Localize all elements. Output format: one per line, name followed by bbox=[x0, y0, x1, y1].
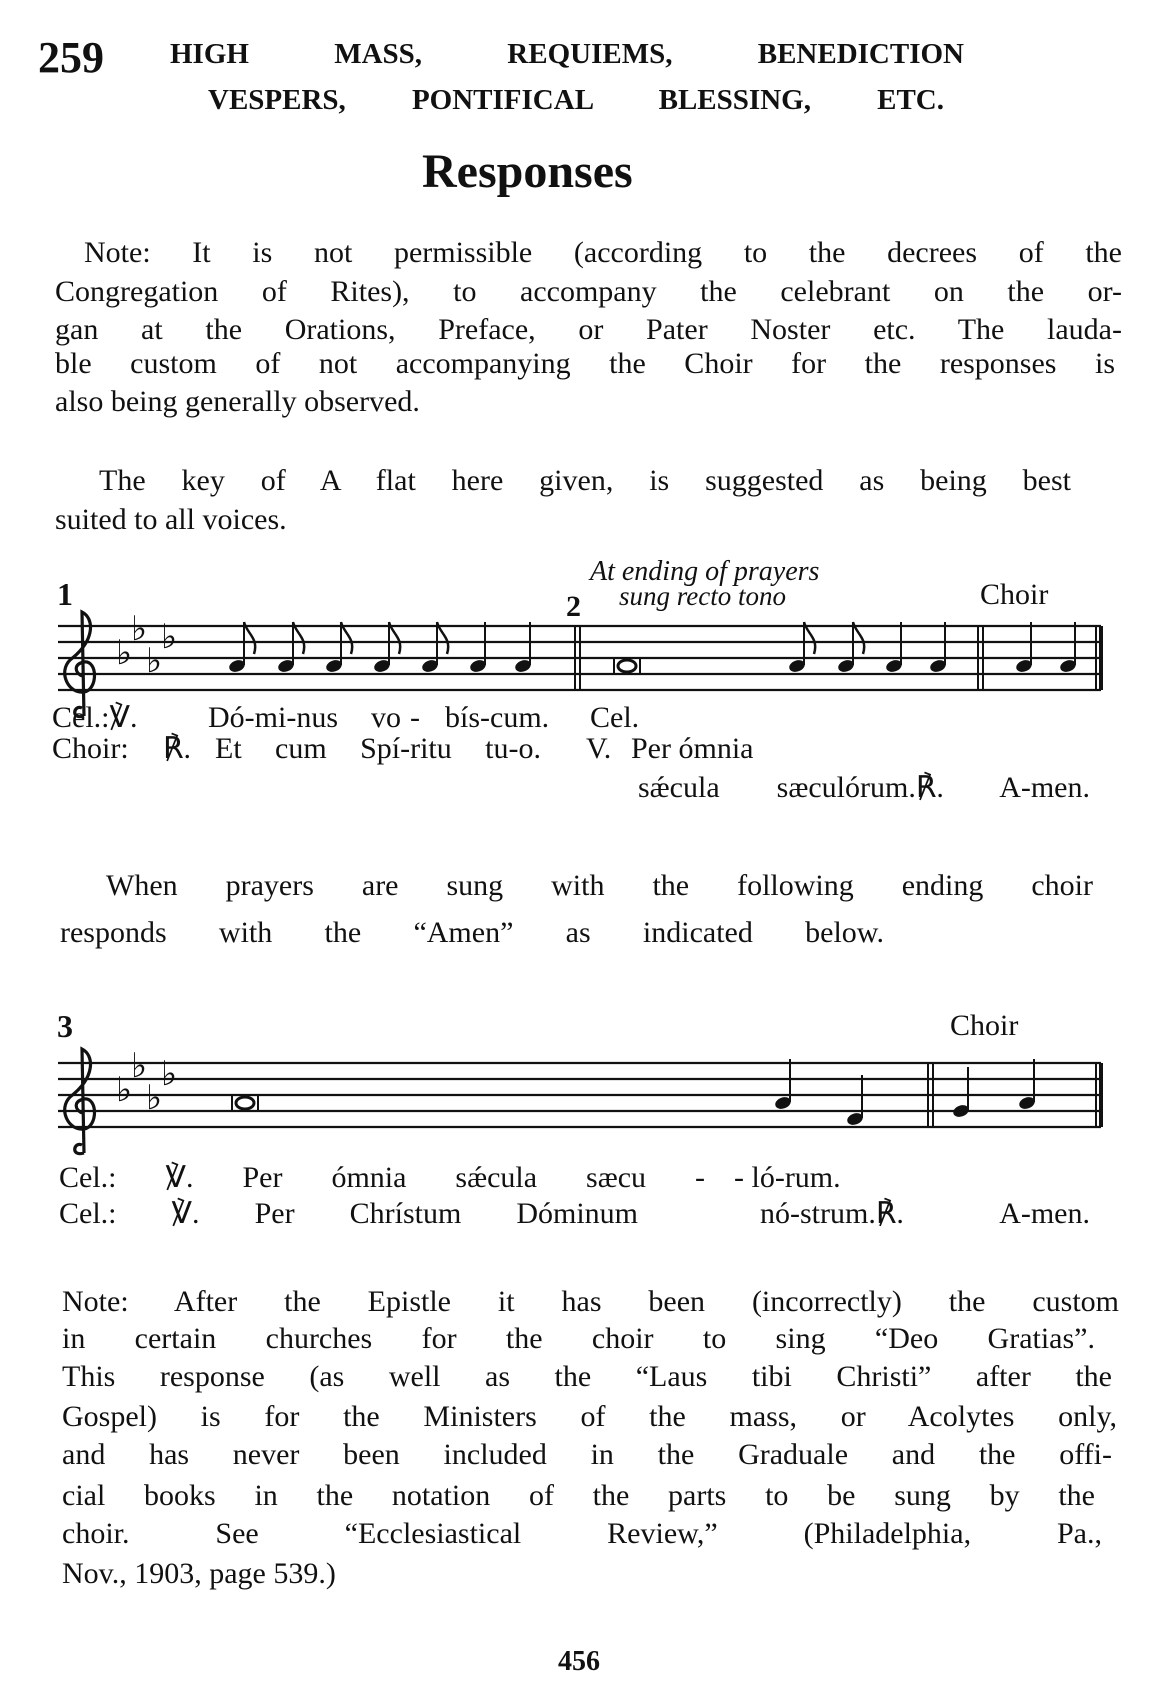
lyric-response-sign: ℟. bbox=[163, 732, 192, 765]
flat-icon: ♭ bbox=[131, 609, 148, 649]
flat-icon: ♭ bbox=[146, 1078, 163, 1118]
breve-note bbox=[618, 660, 636, 672]
note2-line: cial books in the notation of the parts to be sung by the bbox=[62, 1479, 1095, 1512]
lyric-phrase: Per ómnia bbox=[631, 732, 754, 765]
header-title-line1: HIGH MASS, REQUIEMS, BENEDICTION bbox=[170, 38, 964, 70]
example-number-1: 1 bbox=[57, 576, 73, 612]
direction-line1: At ending of prayers bbox=[590, 556, 820, 587]
choir-label: Choir bbox=[950, 1009, 1019, 1042]
section-title: Responses bbox=[422, 145, 633, 198]
key-note-line: suited to all voices. bbox=[55, 503, 287, 536]
note1-line: Note: It is not permissible (according to the decrees of the bbox=[84, 236, 1122, 269]
page-number: 456 bbox=[558, 1646, 600, 1677]
treble-clef-icon bbox=[65, 1049, 95, 1154]
lyric-phrase: sǽcula sæculórum.℟. A-men. bbox=[638, 771, 1090, 804]
note2-line: Gospel) is for the Ministers of the mass, or Acolytes only, bbox=[62, 1400, 1117, 1433]
flat-icon: ♭ bbox=[116, 633, 133, 673]
example-number-3: 3 bbox=[57, 1008, 73, 1044]
note1-line: gan at the Orations, Preface, or Pater Noster etc. The lauda- bbox=[55, 313, 1122, 346]
lyric-choir: Choir: bbox=[52, 732, 129, 765]
lyric-word: vo bbox=[371, 701, 401, 734]
treble-clef-icon bbox=[65, 612, 95, 717]
key-note-line: The key of A flat here given, is suggested as being best bbox=[99, 464, 1071, 497]
breve-note bbox=[236, 1097, 254, 1109]
note2-line: Note: After the Epistle it has been (incorrectly) the custom bbox=[62, 1285, 1119, 1318]
lyric-line: - ló-rum. bbox=[734, 1161, 841, 1194]
note1-line: ble custom of not accompanying the Choir for the responses is bbox=[55, 347, 1115, 380]
lyric-word: Dó-mi-nus bbox=[208, 701, 338, 734]
note2-line: Nov., 1903, page 539.) bbox=[62, 1557, 336, 1590]
note2-line: and has never been included in the Graduale and the offi- bbox=[62, 1438, 1112, 1471]
note2-line: choir. See “Ecclesiastical Review,” (Philadelphia, Pa., bbox=[62, 1517, 1102, 1550]
header-title-line2: VESPERS, PONTIFICAL BLESSING, ETC. bbox=[208, 84, 944, 116]
lyric-line: nó-strum.℟. A-men. bbox=[760, 1197, 1090, 1230]
flat-icon: ♭ bbox=[161, 1054, 178, 1094]
lyric-word: Cel. bbox=[590, 701, 640, 734]
instruction-line: responds with the “Amen” as indicated below. bbox=[60, 916, 884, 949]
example-number-2: 2 bbox=[566, 590, 581, 623]
flat-icon: ♭ bbox=[161, 617, 178, 657]
lyric-word: V. bbox=[586, 732, 612, 765]
direction-line2: sung recto tono bbox=[619, 581, 786, 611]
lyric-hyphen: - bbox=[410, 701, 420, 734]
flat-icon: ♭ bbox=[131, 1046, 148, 1086]
lyric-celebrant: Cel.:℣. bbox=[52, 701, 138, 734]
note2-line: This response (as well as the “Laus tibi Christi” after the bbox=[62, 1360, 1112, 1393]
lyric-line: Cel.: ℣. Per Chrístum Dóminum bbox=[59, 1197, 638, 1230]
instruction-line: When prayers are sung with the following ending choir bbox=[106, 869, 1093, 902]
hymn-number: 259 bbox=[38, 33, 104, 82]
note2-line: in certain churches for the choir to sing “Deo Gratias”. bbox=[62, 1322, 1095, 1355]
note1-line: also being generally observed. bbox=[55, 385, 420, 418]
lyric-phrase: Et cum Spí-ritu tu-o. bbox=[215, 732, 541, 765]
choir-label: Choir bbox=[980, 578, 1049, 611]
flat-icon: ♭ bbox=[116, 1070, 133, 1110]
flat-icon: ♭ bbox=[146, 641, 163, 681]
lyric-word: bís-cum. bbox=[445, 701, 550, 734]
note1-line: Congregation of Rites), to accompany the celebrant on the or- bbox=[55, 275, 1122, 308]
lyric-line: Cel.: ℣. Per ómnia sǽcula sæcu - bbox=[59, 1161, 705, 1194]
